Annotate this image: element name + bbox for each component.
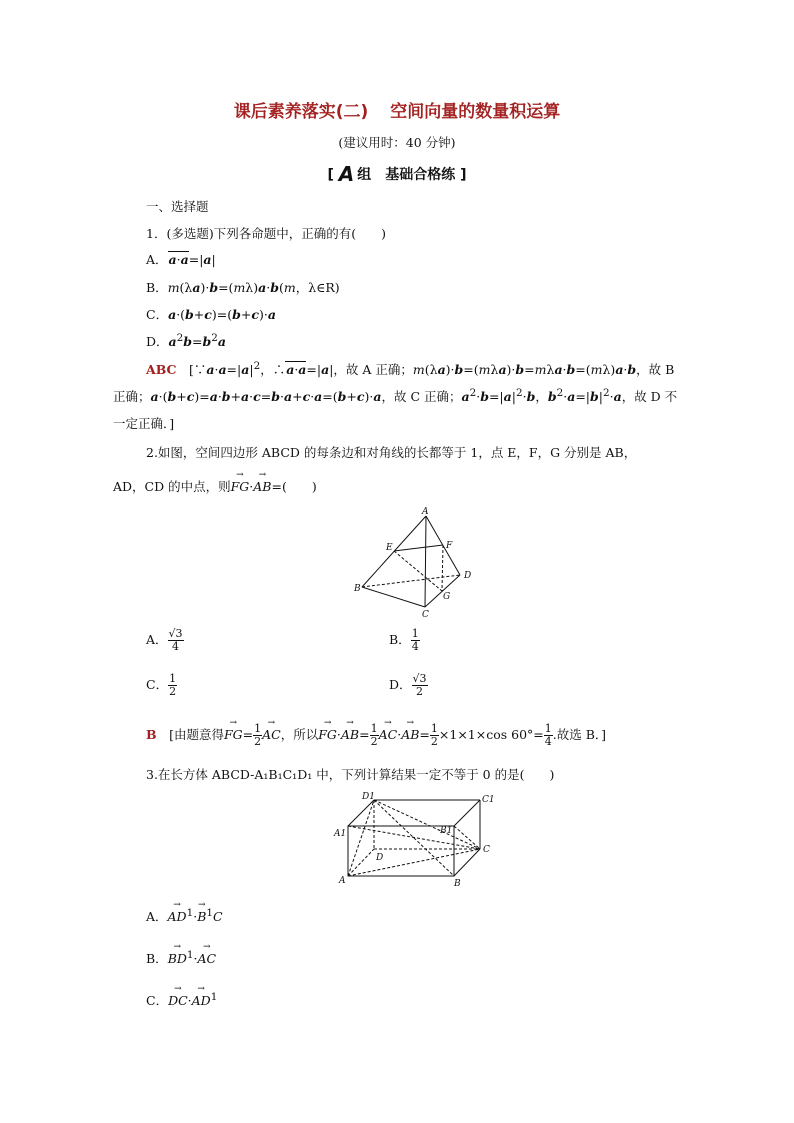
q2-stem-line1: 2.如图，空间四边形 ABCD 的每条边和对角线的长都等于 1，点 E，F，G 分别是 AB， bbox=[146, 445, 637, 460]
tetrahedron-figure bbox=[340, 505, 480, 620]
q1-solution-line3: 一定正确．] bbox=[113, 416, 175, 431]
title-right: 空间向量的数量积运算 bbox=[390, 102, 561, 122]
q1-stem: 1．(多选题)下列各命题中，正确的有( ) bbox=[146, 226, 386, 241]
group-heading: [ A 组 基础合格练 ] bbox=[327, 162, 467, 186]
q2-answer-key: B bbox=[146, 727, 157, 742]
q1-option-c: C．a·(b+c)=(b+c)·a bbox=[146, 307, 276, 322]
page-title bbox=[0, 97, 794, 122]
fig3-label-c: C bbox=[483, 845, 490, 855]
q1-solution-line1: ABC [$\because a\cdot a=|a|^2$，∴a·a=|a|，故 A 正确；m(λa)·b=(mλa)·b=mλa·b=(mλ)a·b，故 B bbox=[146, 360, 675, 378]
fig2-label-f: F bbox=[446, 541, 453, 551]
fig3-label-b: B bbox=[454, 879, 461, 889]
q1-answer-key: ABC bbox=[146, 362, 177, 378]
cuboid-figure bbox=[330, 788, 500, 893]
fig3-label-c1: C1 bbox=[482, 795, 495, 805]
q2-option-c: C． $\frac{1}{2}$ bbox=[146, 672, 177, 698]
q1-solution-line2: 正确；a·(b+c)=a·b+a·c=b·a+c·a=(b+c)·a，故 C 正确；$a^2\cdot b=|a|^2\cdot b$，$b^2\cdot a=|b|^2\cdot a$，故 D 不 bbox=[113, 387, 678, 405]
fig2-label-d: D bbox=[464, 571, 472, 581]
fig3-label-a1: A1 bbox=[334, 829, 347, 839]
fig3-label-d: D bbox=[376, 853, 384, 863]
fig3-label-a: A bbox=[339, 876, 346, 886]
fig2-label-b: B bbox=[354, 584, 361, 594]
q2-option-a: A． $\frac{√3}{4}$ bbox=[146, 627, 183, 653]
fig3-label-d1: D1 bbox=[362, 792, 375, 802]
q2-solution: B [由题意得→ FG= $\frac{1}{2}$ → AC，所以→ FG·→ AB= $\frac{1}{2}$ → AC·→ AB= $\frac{1}{2}$ ×1×1×cos 60°= $\frac{1}{4}$ .故选 B．] bbox=[146, 723, 606, 748]
group-label: 组 基础合格练 bbox=[357, 167, 456, 183]
q2-option-b: B． $\frac{1}{4}$ bbox=[389, 627, 419, 653]
q3-option-b: B．→ $BD^1\cdot\to$ AC bbox=[146, 949, 216, 967]
section-label: 一、选择题 bbox=[146, 199, 209, 214]
fig3-label-b1: B1 bbox=[440, 826, 453, 836]
q3-option-a: A．→ $AD^1\cdot\to B^1C$ bbox=[146, 907, 223, 925]
fig2-label-a: A bbox=[422, 507, 429, 517]
title-left: 课后素养落实(二) bbox=[233, 102, 369, 122]
time-hint: (建议用时：40 分钟) bbox=[338, 135, 456, 150]
q2-stem-line2: AD，CD 的中点，则→ FG·→ AB=( ) bbox=[113, 477, 317, 495]
q1-option-b: B．m(λa)·b=(mλ)a·b(m，λ∈R) bbox=[146, 280, 340, 295]
q1-option-d: D．$a^2b=b^2a$ bbox=[146, 332, 226, 350]
q2-option-d: D． $\frac{√3}{2}$ bbox=[389, 672, 427, 698]
fig2-label-c: C bbox=[422, 610, 429, 620]
q1-option-a: A．a·a=|a| bbox=[146, 252, 216, 267]
q3-option-c: C．→ $DC\cdot\to AD^1$ bbox=[146, 991, 217, 1009]
fig2-label-e: E bbox=[386, 543, 393, 553]
group-badge: A bbox=[338, 162, 355, 186]
q3-stem: 3.在长方体 ABCD-A₁B₁C₁D₁ 中，下列计算结果一定不等于 0 的是( ) bbox=[146, 767, 555, 782]
fig2-label-g: G bbox=[443, 592, 451, 602]
